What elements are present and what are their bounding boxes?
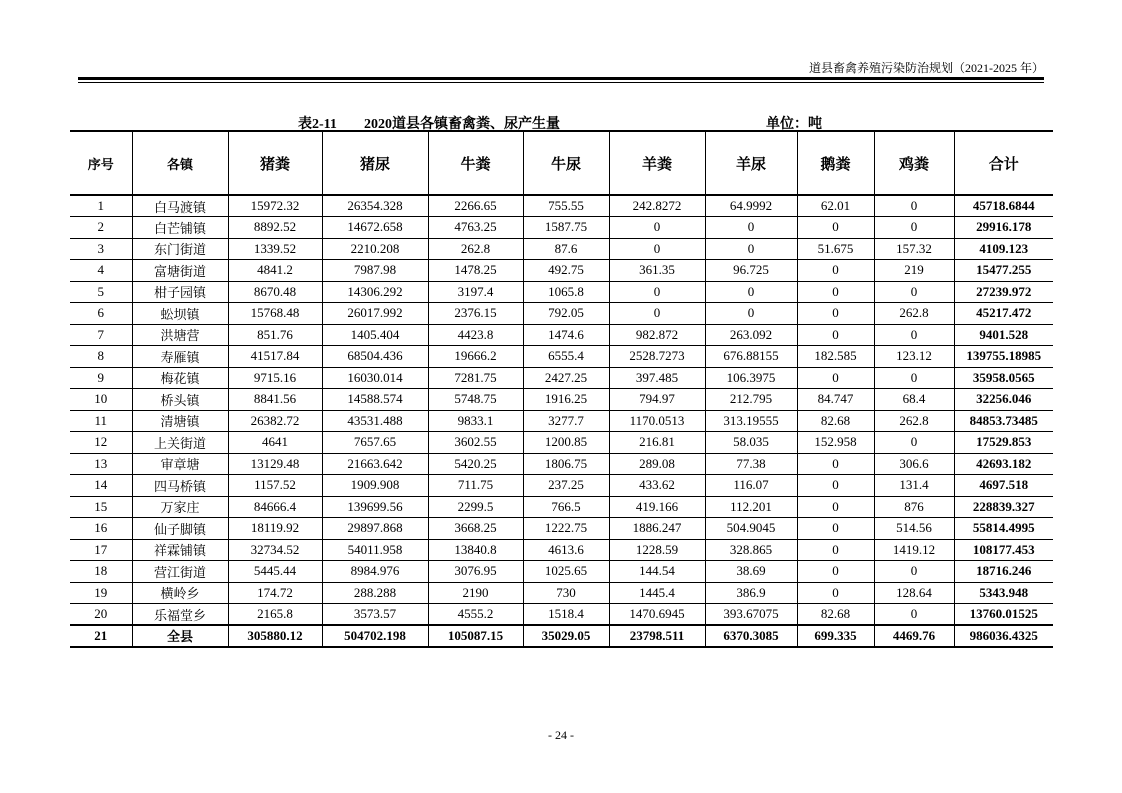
table-cell: 13129.48 — [228, 453, 322, 475]
table-cell: 45217.472 — [954, 303, 1053, 325]
table-cell: 19666.2 — [428, 346, 523, 368]
table-cell: 0 — [705, 303, 797, 325]
table-cell: 仙子脚镇 — [132, 518, 228, 540]
table-row — [70, 518, 1053, 540]
table-cell: 0 — [797, 281, 874, 303]
table-cell: 0 — [797, 303, 874, 325]
table-cell: 730 — [523, 582, 609, 604]
column-header: 合计 — [954, 131, 1053, 195]
table-cell: 106.3975 — [705, 367, 797, 389]
table-cell: 3277.7 — [523, 410, 609, 432]
table-cell: 四马桥镇 — [132, 475, 228, 497]
manure-output-table — [70, 130, 1053, 648]
table-cell: 105087.15 — [428, 625, 523, 647]
table-cell: 128.64 — [874, 582, 954, 604]
table-cell: 0 — [874, 432, 954, 454]
table-cell: 982.872 — [609, 324, 705, 346]
table-cell: 18 — [70, 561, 132, 583]
table-cell: 0 — [797, 561, 874, 583]
table-cell: 139755.18985 — [954, 346, 1053, 368]
table-cell: 4613.6 — [523, 539, 609, 561]
table-cell: 32734.52 — [228, 539, 322, 561]
table-cell: 18716.246 — [954, 561, 1053, 583]
table-cell: 2376.15 — [428, 303, 523, 325]
table-cell: 柑子园镇 — [132, 281, 228, 303]
table-cell: 15 — [70, 496, 132, 518]
table-header-row — [70, 131, 1053, 195]
table-cell: 228839.327 — [954, 496, 1053, 518]
table-cell: 0 — [874, 281, 954, 303]
table-cell: 15972.32 — [228, 195, 322, 217]
table-row — [70, 238, 1053, 260]
table-row — [70, 281, 1053, 303]
table-cell: 1445.4 — [609, 582, 705, 604]
table-cell: 139699.56 — [322, 496, 428, 518]
table-cell: 13 — [70, 453, 132, 475]
column-header: 各镇 — [132, 131, 228, 195]
table-cell: 万家庄 — [132, 496, 228, 518]
table-cell: 横岭乡 — [132, 582, 228, 604]
column-header: 羊尿 — [705, 131, 797, 195]
table-cell: 42693.182 — [954, 453, 1053, 475]
table-cell: 45718.6844 — [954, 195, 1053, 217]
table-cell: 711.75 — [428, 475, 523, 497]
column-header: 羊粪 — [609, 131, 705, 195]
table-cell: 21663.642 — [322, 453, 428, 475]
table-cell: 504.9045 — [705, 518, 797, 540]
table-cell: 397.485 — [609, 367, 705, 389]
table-cell: 55814.4995 — [954, 518, 1053, 540]
column-header: 牛粪 — [428, 131, 523, 195]
table-cell: 0 — [797, 324, 874, 346]
table-cell: 12 — [70, 432, 132, 454]
table-cell: 216.81 — [609, 432, 705, 454]
table-cell: 0 — [797, 217, 874, 239]
table-cell: 9401.528 — [954, 324, 1053, 346]
table-cell: 5420.25 — [428, 453, 523, 475]
table-cell: 清塘镇 — [132, 410, 228, 432]
table-cell: 514.56 — [874, 518, 954, 540]
table-cell: 219 — [874, 260, 954, 282]
table-cell: 梅花镇 — [132, 367, 228, 389]
table-cell: 营江街道 — [132, 561, 228, 583]
table-cell: 792.05 — [523, 303, 609, 325]
table-title: 2020道县各镇畜禽粪、尿产生量 — [364, 117, 560, 132]
table-cell: 3602.55 — [428, 432, 523, 454]
table-cell: 263.092 — [705, 324, 797, 346]
table-cell: 7 — [70, 324, 132, 346]
table-cell: 0 — [705, 238, 797, 260]
table-total-row — [70, 625, 1053, 647]
table-cell: 755.55 — [523, 195, 609, 217]
table-cell: 58.035 — [705, 432, 797, 454]
table-cell: 27239.972 — [954, 281, 1053, 303]
table-cell: 3573.57 — [322, 604, 428, 626]
table-cell: 64.9992 — [705, 195, 797, 217]
table-row — [70, 410, 1053, 432]
table-cell: 393.67075 — [705, 604, 797, 626]
table-cell: 1478.25 — [428, 260, 523, 282]
table-cell: 262.8 — [874, 410, 954, 432]
table-cell: 0 — [609, 238, 705, 260]
table-cell: 2266.65 — [428, 195, 523, 217]
table-cell: 0 — [874, 367, 954, 389]
table-cell: 2190 — [428, 582, 523, 604]
table-cell: 14672.658 — [322, 217, 428, 239]
table-cell: 1222.75 — [523, 518, 609, 540]
table-cell: 0 — [797, 367, 874, 389]
table-row — [70, 539, 1053, 561]
table-cell: 2165.8 — [228, 604, 322, 626]
table-cell: 5343.948 — [954, 582, 1053, 604]
table-cell: 2299.5 — [428, 496, 523, 518]
table-cell: 0 — [705, 217, 797, 239]
table-cell: 504702.198 — [322, 625, 428, 647]
table-row — [70, 453, 1053, 475]
table-cell: 386.9 — [705, 582, 797, 604]
table-cell: 6370.3085 — [705, 625, 797, 647]
table-cell: 洪塘营 — [132, 324, 228, 346]
table-cell: 8841.56 — [228, 389, 322, 411]
column-header: 猪尿 — [322, 131, 428, 195]
table-cell: 1339.52 — [228, 238, 322, 260]
table-cell: 68504.436 — [322, 346, 428, 368]
table-cell: 1405.404 — [322, 324, 428, 346]
table-cell: 7657.65 — [322, 432, 428, 454]
table-cell: 4641 — [228, 432, 322, 454]
table-cell: 白马渡镇 — [132, 195, 228, 217]
table-cell: 4763.25 — [428, 217, 523, 239]
table-cell: 13840.8 — [428, 539, 523, 561]
table-cell: 1157.52 — [228, 475, 322, 497]
table-cell: 1 — [70, 195, 132, 217]
table-row — [70, 561, 1053, 583]
table-cell: 2528.7273 — [609, 346, 705, 368]
table-cell: 1909.908 — [322, 475, 428, 497]
table-cell: 0 — [874, 324, 954, 346]
table-cell: 10 — [70, 389, 132, 411]
header-rule-thin — [78, 82, 1044, 83]
table-cell: 上关街道 — [132, 432, 228, 454]
table-cell: 794.97 — [609, 389, 705, 411]
table-cell: 全县 — [132, 625, 228, 647]
table-cell: 433.62 — [609, 475, 705, 497]
table-cell: 0 — [874, 561, 954, 583]
table-cell: 4841.2 — [228, 260, 322, 282]
column-header: 牛尿 — [523, 131, 609, 195]
table-cell: 16030.014 — [322, 367, 428, 389]
table-cell: 20 — [70, 604, 132, 626]
table-cell: 306.6 — [874, 453, 954, 475]
table-cell: 35958.0565 — [954, 367, 1053, 389]
table-cell: 9715.16 — [228, 367, 322, 389]
table-row — [70, 195, 1053, 217]
table-cell: 6555.4 — [523, 346, 609, 368]
table-cell: 0 — [705, 281, 797, 303]
table-body — [70, 195, 1053, 647]
table-cell: 262.8 — [874, 303, 954, 325]
table-cell: 986036.4325 — [954, 625, 1053, 647]
table-cell: 237.25 — [523, 475, 609, 497]
table-cell: 1228.59 — [609, 539, 705, 561]
table-cell: 13760.01525 — [954, 604, 1053, 626]
header-rule-thick — [78, 77, 1044, 80]
table-cell: 288.288 — [322, 582, 428, 604]
table-cell: 4697.518 — [954, 475, 1053, 497]
table-cell: 4423.8 — [428, 324, 523, 346]
table-cell: 乐福堂乡 — [132, 604, 228, 626]
table-cell: 29916.178 — [954, 217, 1053, 239]
table-cell: 8984.976 — [322, 561, 428, 583]
table-cell: 0 — [609, 281, 705, 303]
table-row — [70, 217, 1053, 239]
table-cell: 851.76 — [228, 324, 322, 346]
table-cell: 11 — [70, 410, 132, 432]
table-cell: 0 — [797, 453, 874, 475]
table-cell: 1886.247 — [609, 518, 705, 540]
table-cell: 蚣坝镇 — [132, 303, 228, 325]
table-cell: 21 — [70, 625, 132, 647]
table-cell: 2210.208 — [322, 238, 428, 260]
table-cell: 15768.48 — [228, 303, 322, 325]
table-cell: 18119.92 — [228, 518, 322, 540]
table-cell: 桥头镇 — [132, 389, 228, 411]
table-cell: 84.747 — [797, 389, 874, 411]
table-cell: 2427.25 — [523, 367, 609, 389]
table-cell: 676.88155 — [705, 346, 797, 368]
table-cell: 419.166 — [609, 496, 705, 518]
table-cell: 262.8 — [428, 238, 523, 260]
table-cell: 审章塘 — [132, 453, 228, 475]
table-cell: 1025.65 — [523, 561, 609, 583]
table-cell: 9 — [70, 367, 132, 389]
table-cell: 289.08 — [609, 453, 705, 475]
table-row — [70, 303, 1053, 325]
table-cell: 1200.85 — [523, 432, 609, 454]
table-cell: 9833.1 — [428, 410, 523, 432]
table-cell: 祥霖铺镇 — [132, 539, 228, 561]
table-cell: 54011.958 — [322, 539, 428, 561]
table-cell: 313.19555 — [705, 410, 797, 432]
table-cell: 116.07 — [705, 475, 797, 497]
table-cell: 1065.8 — [523, 281, 609, 303]
table-cell: 19 — [70, 582, 132, 604]
table-cell: 14306.292 — [322, 281, 428, 303]
column-header: 鹅粪 — [797, 131, 874, 195]
column-header: 序号 — [70, 131, 132, 195]
table-row — [70, 582, 1053, 604]
table-cell: 108177.453 — [954, 539, 1053, 561]
table-cell: 876 — [874, 496, 954, 518]
table-row — [70, 260, 1053, 282]
table-cell: 82.68 — [797, 604, 874, 626]
table-cell: 1916.25 — [523, 389, 609, 411]
table-row — [70, 432, 1053, 454]
table-cell: 14588.574 — [322, 389, 428, 411]
table-cell: 82.68 — [797, 410, 874, 432]
table-cell: 1470.6945 — [609, 604, 705, 626]
table-cell: 699.335 — [797, 625, 874, 647]
table-cell: 51.675 — [797, 238, 874, 260]
table-cell: 3668.25 — [428, 518, 523, 540]
table-cell: 8670.48 — [228, 281, 322, 303]
table-cell: 5445.44 — [228, 561, 322, 583]
table-cell: 6 — [70, 303, 132, 325]
table-cell: 4469.76 — [874, 625, 954, 647]
table-cell: 0 — [874, 217, 954, 239]
table-cell: 84666.4 — [228, 496, 322, 518]
table-cell: 0 — [797, 475, 874, 497]
table-cell: 8892.52 — [228, 217, 322, 239]
table-cell: 26017.992 — [322, 303, 428, 325]
column-header: 鸡粪 — [874, 131, 954, 195]
table-cell: 5 — [70, 281, 132, 303]
table-cell: 112.201 — [705, 496, 797, 518]
table-cell: 26354.328 — [322, 195, 428, 217]
table-cell: 1474.6 — [523, 324, 609, 346]
running-header: 道县畜禽养殖污染防治规划（2021-2025 年） — [809, 61, 1044, 75]
table-cell: 144.54 — [609, 561, 705, 583]
table-cell: 766.5 — [523, 496, 609, 518]
table-cell: 寿雁镇 — [132, 346, 228, 368]
table-cell: 8 — [70, 346, 132, 368]
table-cell: 131.4 — [874, 475, 954, 497]
table-cell: 361.35 — [609, 260, 705, 282]
table-cell: 0 — [797, 496, 874, 518]
table-cell: 212.795 — [705, 389, 797, 411]
table-cell: 68.4 — [874, 389, 954, 411]
table-cell: 38.69 — [705, 561, 797, 583]
table-cell: 17529.853 — [954, 432, 1053, 454]
table-cell: 富塘街道 — [132, 260, 228, 282]
table-row — [70, 324, 1053, 346]
table-cell: 16 — [70, 518, 132, 540]
table-cell: 123.12 — [874, 346, 954, 368]
table-row — [70, 475, 1053, 497]
table-cell: 41517.84 — [228, 346, 322, 368]
table-cell: 白芒铺镇 — [132, 217, 228, 239]
table-unit: 单位：吨 — [766, 117, 822, 132]
table-cell: 5748.75 — [428, 389, 523, 411]
table-cell: 7281.75 — [428, 367, 523, 389]
table-cell: 15477.255 — [954, 260, 1053, 282]
table-cell: 35029.05 — [523, 625, 609, 647]
table-cell: 3 — [70, 238, 132, 260]
table-cell: 17 — [70, 539, 132, 561]
table-cell: 4109.123 — [954, 238, 1053, 260]
table-cell: 0 — [797, 518, 874, 540]
table-cell: 4 — [70, 260, 132, 282]
table-cell: 29897.868 — [322, 518, 428, 540]
table-cell: 1518.4 — [523, 604, 609, 626]
table-cell: 1587.75 — [523, 217, 609, 239]
table-cell: 242.8272 — [609, 195, 705, 217]
table-cell: 0 — [874, 604, 954, 626]
column-header: 猪粪 — [228, 131, 322, 195]
table-row — [70, 604, 1053, 626]
table-cell: 东门街道 — [132, 238, 228, 260]
table-cell: 7987.98 — [322, 260, 428, 282]
table-cell: 152.958 — [797, 432, 874, 454]
table-cell: 3197.4 — [428, 281, 523, 303]
table-cell: 77.38 — [705, 453, 797, 475]
table-row — [70, 367, 1053, 389]
table-cell: 1170.0513 — [609, 410, 705, 432]
table-cell: 0 — [797, 539, 874, 561]
table-cell: 492.75 — [523, 260, 609, 282]
table-cell: 84853.73485 — [954, 410, 1053, 432]
table-cell: 0 — [609, 303, 705, 325]
table-cell: 32256.046 — [954, 389, 1053, 411]
table-cell: 305880.12 — [228, 625, 322, 647]
table-cell: 26382.72 — [228, 410, 322, 432]
table-row — [70, 389, 1053, 411]
table-cell: 0 — [797, 582, 874, 604]
table-cell: 182.585 — [797, 346, 874, 368]
table-cell: 0 — [797, 260, 874, 282]
table-row — [70, 496, 1053, 518]
table-cell: 87.6 — [523, 238, 609, 260]
table-cell: 4555.2 — [428, 604, 523, 626]
table-cell: 23798.511 — [609, 625, 705, 647]
table-cell: 0 — [874, 195, 954, 217]
table-number: 表2-11 — [298, 117, 337, 132]
table-cell: 96.725 — [705, 260, 797, 282]
table-cell: 43531.488 — [322, 410, 428, 432]
page-number: - 24 - — [548, 728, 574, 742]
table-cell: 14 — [70, 475, 132, 497]
table-cell: 157.32 — [874, 238, 954, 260]
table-cell: 62.01 — [797, 195, 874, 217]
table-cell: 328.865 — [705, 539, 797, 561]
table-cell: 0 — [609, 217, 705, 239]
table-cell: 174.72 — [228, 582, 322, 604]
table-cell: 3076.95 — [428, 561, 523, 583]
table-cell: 2 — [70, 217, 132, 239]
table-row — [70, 346, 1053, 368]
table-cell: 1419.12 — [874, 539, 954, 561]
table-cell: 1806.75 — [523, 453, 609, 475]
